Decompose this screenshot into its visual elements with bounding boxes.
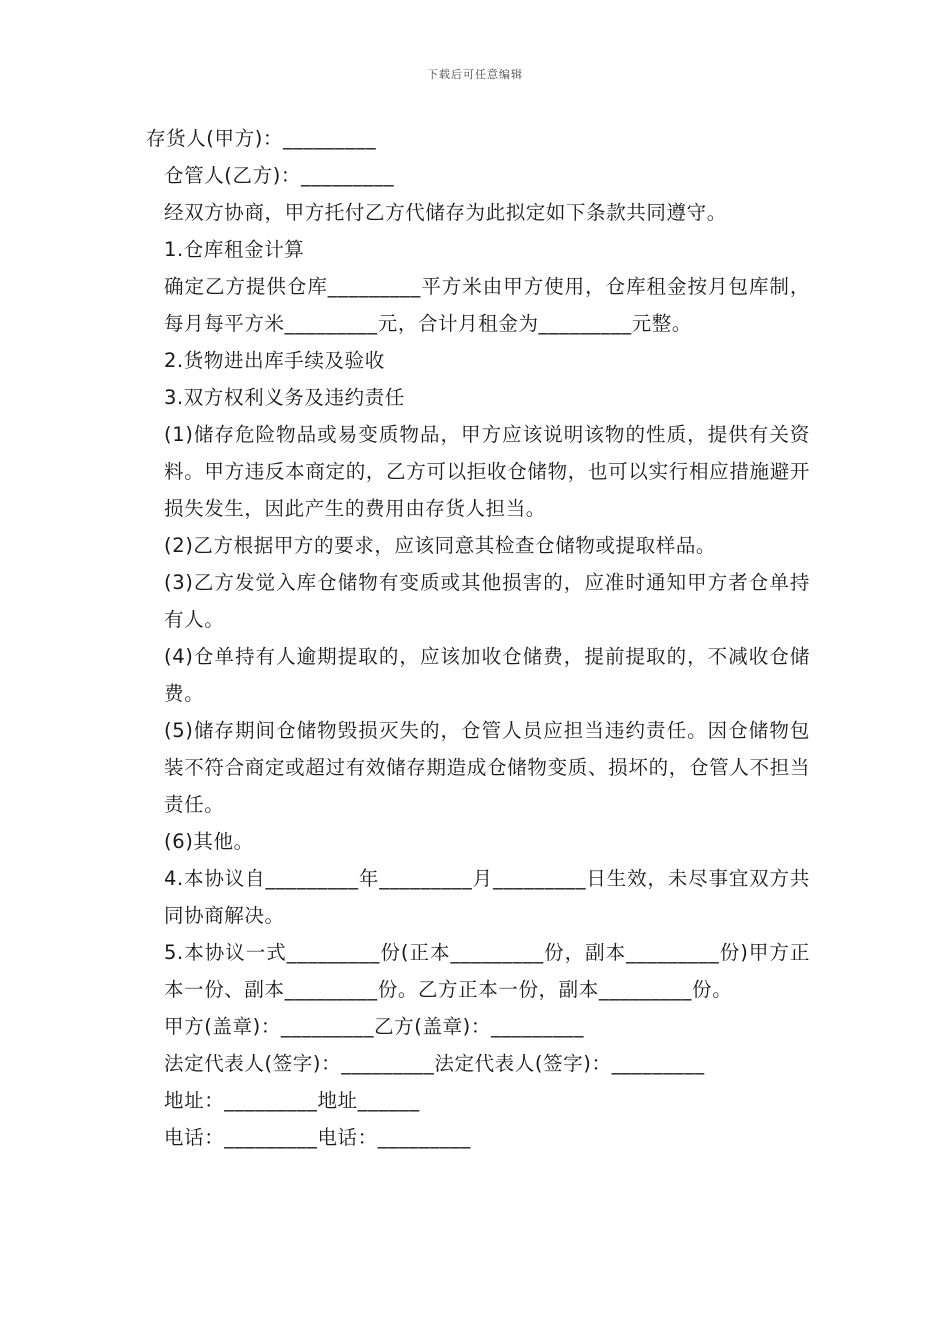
party-b-line: 仓管人(乙方)：_________ (164, 164, 395, 187)
seal-line: 甲方(盖章)：_________乙方(盖章)：_________ (164, 1015, 585, 1038)
legal-rep-line: 法定代表人(签字)：_________法定代表人(签字)：_________ (164, 1052, 705, 1075)
rent-clause: 确定乙方提供仓库_________平方米由甲方使用，仓库租金按月包库制，每月每平方米_________元，合计月租金为_________元整。 (164, 275, 810, 335)
contract-body (146, 120, 810, 1156)
section-2-heading: 2.货物进出库手续及验收 (164, 349, 385, 372)
party-a-line: 存货人(甲方)：_________ (146, 127, 377, 150)
section-5-copies: 5.本协议一式_________份(正本_________份，副本_________份)甲方正本一份、副本_________份。乙方正本一份，副本_________份。 (164, 941, 810, 1001)
agreement-intro: 经双方协商，甲方托付乙方代储存为此拟定如下条款共同遵守。 (164, 201, 727, 224)
page-header-note: 下载后可任意编辑 (427, 68, 523, 81)
clause-3-1: (1)储存危险物品或易变质物品，甲方应该说明该物的性质，提供有关资料。甲方违反本商定的，乙方可以拒收仓储物，也可以实行相应措施避开损失发生，因此产生的费用由存货人担当。 (164, 423, 810, 520)
section-3-heading: 3.双方权利义务及违约责任 (164, 386, 405, 409)
clause-3-6: (6)其他。 (164, 830, 254, 853)
section-1-heading: 1.仓库租金计算 (164, 238, 305, 261)
clause-3-5: (5)储存期间仓储物毁损灭失的，仓管人员应担当违约责任。因仓储物包装不符合商定或超过有效储存期造成仓储物变质、损坏的，仓管人不担当责任。 (164, 719, 810, 816)
clause-3-2: (2)乙方根据甲方的要求，应该同意其检查仓储物或提取样品。 (164, 534, 717, 557)
clause-3-4: (4)仓单持有人逾期提取的，应该加收仓储费，提前提取的，不减收仓储费。 (164, 645, 810, 705)
clause-3-3: (3)乙方发觉入库仓储物有变质或其他损害的，应准时通知甲方者仓单持有人。 (164, 571, 810, 631)
phone-line: 电话：_________电话：_________ (164, 1126, 471, 1149)
address-line: 地址：_________地址______ (164, 1089, 420, 1112)
section-4-effective-date: 4.本协议自_________年_________月_________日生效，未尽事宜双方共同协商解决。 (164, 867, 810, 927)
